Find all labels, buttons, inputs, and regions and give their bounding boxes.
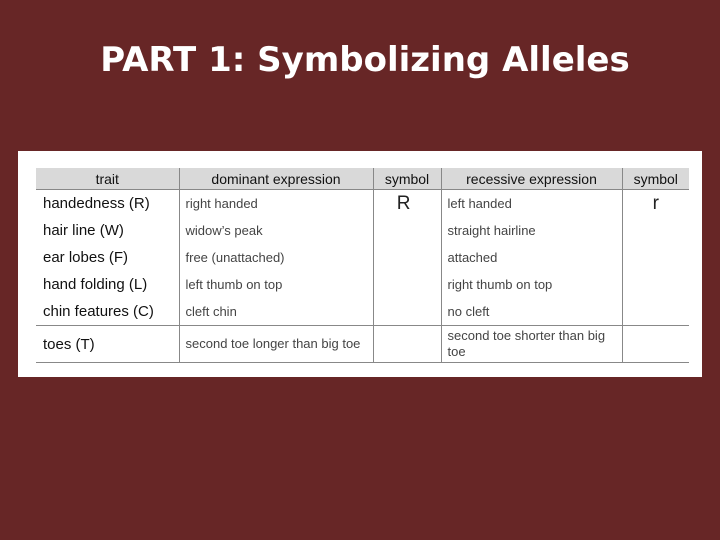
header-recessive-expression: recessive expression	[441, 168, 622, 190]
dominant-expression-cell: right handed	[179, 190, 373, 218]
trait-cell: chin features (C)	[43, 303, 154, 320]
recessive-expression-cell: attached	[441, 244, 622, 271]
table-row	[36, 217, 689, 244]
recessive-expression-cell: no cleft	[441, 298, 622, 326]
table-header-row	[36, 168, 689, 190]
dominant-symbol-cell	[373, 217, 441, 244]
recessive-expression-cell: straight hairline	[441, 217, 622, 244]
dominant-expression-cell: second toe longer than big toe	[179, 326, 373, 363]
recessive-symbol-cell	[622, 326, 689, 363]
header-recessive-symbol: symbol	[622, 168, 689, 190]
dominant-symbol-cell	[373, 244, 441, 271]
dominant-expression-cell: widow’s peak	[179, 217, 373, 244]
trait-cell: handedness (R)	[36, 190, 179, 218]
dominant-symbol-cell	[373, 271, 441, 298]
trait-cell: ear lobes (F)	[43, 249, 129, 266]
trait-cell: hand folding (L)	[43, 276, 148, 293]
table-row	[36, 190, 689, 218]
recessive-symbol-cell: r	[622, 190, 689, 218]
alleles-table	[36, 168, 689, 363]
recessive-expression-cell: second toe shorter than big toe	[441, 326, 622, 363]
header-dominant-expression: dominant expression	[179, 168, 373, 190]
table-row	[36, 271, 689, 298]
dominant-symbol-cell	[373, 298, 441, 326]
table-row	[36, 244, 689, 271]
recessive-expression-cell: left handed	[441, 190, 622, 218]
recessive-symbol-cell	[622, 217, 689, 244]
recessive-symbol-cell	[622, 298, 689, 326]
slide-title: PART 1: Symbolizing Alleles	[100, 40, 630, 80]
header-dominant-symbol: symbol	[373, 168, 441, 190]
header-trait: trait	[36, 168, 179, 190]
recessive-expression-cell: right thumb on top	[441, 271, 622, 298]
trait-cell: toes (T)	[36, 326, 179, 363]
dominant-expression-cell: free (unattached)	[179, 244, 373, 271]
table-row	[36, 326, 689, 363]
dominant-symbol-cell	[373, 326, 441, 363]
dominant-expression-cell: cleft chin	[179, 298, 373, 326]
recessive-symbol-cell	[622, 271, 689, 298]
dominant-expression-cell: left thumb on top	[179, 271, 373, 298]
table-panel	[18, 151, 702, 377]
dominant-symbol-cell: R	[373, 190, 441, 218]
table-row	[36, 298, 689, 326]
trait-cell: hair line (W)	[43, 222, 124, 239]
recessive-symbol-cell	[622, 244, 689, 271]
